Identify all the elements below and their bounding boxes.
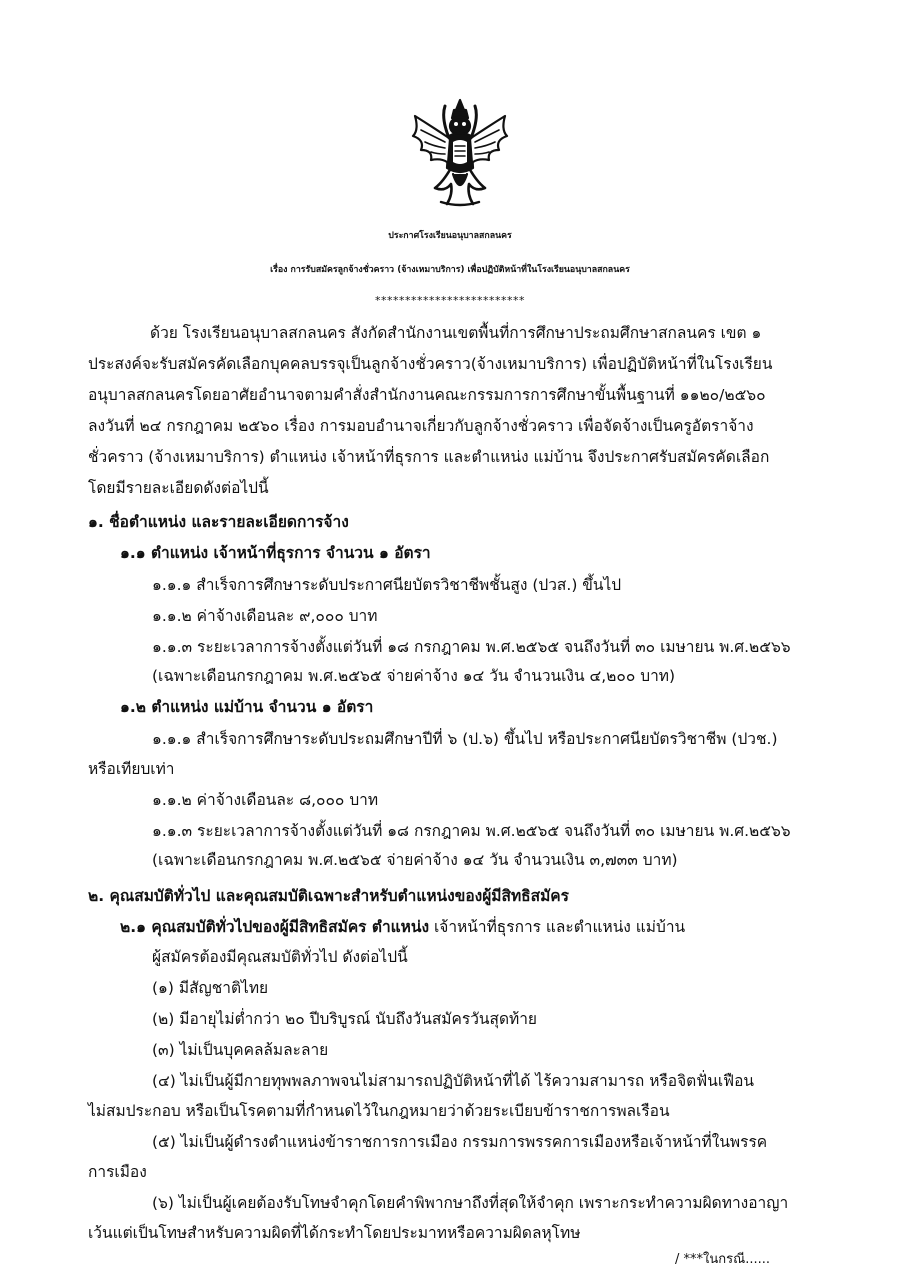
intro-line: ลงวันที่ ๒๔ กรกฎาคม ๒๕๖๐ เรื่อง การมอบอำนาจเกี่ยวกับลูกจ้างชั่วคราว เพื่อจัดจ้างเป็นครูอัตราจ้าง (88, 417, 754, 435)
announcement-title: ประกาศโรงเรียนอนุบาลสกลนคร (388, 231, 512, 241)
qualification-item: (๕) ไม่เป็นผู้ดำรงตำแหน่งข้าราชการการเมือง กรรมการพรรคการเมืองหรือเจ้าหน้าที่ในพรรค (152, 1133, 768, 1151)
intro-line: ประสงค์จะรับสมัครคัดเลือกบุคคลบรรจุเป็นลูกจ้างชั่วคราว(จ้างเหมาบริการ) เพื่อปฏิบัติหน้าที่ในโรงเรียน (88, 355, 773, 373)
position-2-item: ๑.๑.๓ ระยะเวลาการจ้างตั้งแต่วันที่ ๑๘ กรกฎาคม พ.ศ.๒๕๖๕ จนถึงวันที่ ๓๐ เมษายน พ.ศ.๒๕๖๖ (152, 822, 791, 840)
position-1-item: ๑.๑.๑ สำเร็จการศึกษาระดับประกาศนียบัตรวิชาชีพชั้นสูง (ปวส.) ขึ้นไป (152, 576, 622, 594)
position-2-item: ๑.๑.๒ ค่าจ้างเดือนละ ๘,๐๐๐ บาท (152, 791, 379, 809)
qualification-subheading (120, 914, 685, 939)
section-2-heading: ๒. คุณสมบัติทั่วไป และคุณสมบัติเฉพาะสำหรับตำแหน่งของผู้มีสิทธิสมัคร (88, 887, 569, 905)
intro-line: ด้วย โรงเรียนอนุบาลสกลนคร สังกัดสำนักงานเขตพื้นที่การศึกษาประถมศึกษาสกลนคร เขต ๑ (150, 324, 762, 342)
position-2-item: ๑.๑.๑ สำเร็จการศึกษาระดับประถมศึกษาปีที่ ๖ (ป.๖) ขึ้นไป หรือประกาศนียบัตรวิชาชีพ (ปวช.) (152, 730, 778, 748)
qualification-item: เว้นแต่เป็นโทษสำหรับความผิดที่ได้กระทำโดยประมาทหรือความผิดลหุโทษ (88, 1224, 581, 1242)
qualification-subheading-rest: เจ้าหน้าที่ธุรการ และตำแหน่ง แม่บ้าน (429, 918, 686, 936)
qualification-item: (๑) มีสัญชาติไทย (152, 979, 269, 997)
intro-line: อนุบาลสกลนครโดยอาศัยอำนาจตามคำสั่งสำนักงานคณะกรรมการการศึกษาขั้นพื้นฐานที่ ๑๑๒๐/๒๕๖๐ (88, 386, 766, 404)
position-1-item: (เฉพาะเดือนกรกฎาคม พ.ศ.๒๕๖๕ จ่ายค่าจ้าง ๑๔ วัน จำนวนเงิน ๔,๒๐๐ บาท) (152, 667, 676, 685)
qualification-item: การเมือง (88, 1163, 147, 1181)
garuda-emblem-icon (405, 96, 515, 210)
qualification-item: (๔) ไม่เป็นผู้มีกายทุพพลภาพจนไม่สามารถปฏิบัติหน้าที่ได้ ไร้ความสามารถ หรือจิตฟั่นเฟือน (152, 1072, 754, 1090)
position-2-item: (เฉพาะเดือนกรกฎาคม พ.ศ.๒๕๖๕ จ่ายค่าจ้าง ๑๔ วัน จำนวนเงิน ๓,๗๓๓ บาท) (152, 851, 678, 869)
qualification-lead: ผู้สมัครต้องมีคุณสมบัติทั่วไป ดังต่อไปนี้ (152, 948, 408, 966)
qualification-subheading-bold: ๒.๑ คุณสมบัติทั่วไปของผู้มีสิทธิสมัคร ตำแหน่ง (120, 918, 430, 936)
position-2-item: หรือเทียบเท่า (88, 760, 175, 778)
continuation-note: / ***ในกรณี...... (675, 1252, 770, 1267)
qualification-item: (๖) ไม่เป็นผู้เคยต้องรับโทษจำคุกโดยคำพิพากษาถึงที่สุดให้จำคุก เพราะกระทำความผิดทางอาญา (152, 1194, 789, 1212)
qualification-item: (๓) ไม่เป็นบุคคลล้มละลาย (152, 1041, 329, 1059)
position-1-item: ๑.๑.๓ ระยะเวลาการจ้างตั้งแต่วันที่ ๑๘ กรกฎาคม พ.ศ.๒๕๖๕ จนถึงวันที่ ๓๐ เมษายน พ.ศ.๒๕๖๖ (152, 638, 791, 656)
qualification-item: ไม่สมประกอบ หรือเป็นโรคตามที่กำหนดไว้ในกฎหมายว่าด้วยระเบียบข้าราชการพลเรือน (88, 1102, 670, 1120)
announcement-subject: เรื่อง การรับสมัครลูกจ้างชั่วคราว (จ้างเหมาบริการ) เพื่อปฏิบัติหน้าที่ในโรงเรียนอนุบาลสกลนคร (270, 265, 630, 275)
position-1-heading: ๑.๑ ตำแหน่ง เจ้าหน้าที่ธุรการ จำนวน ๑ อัตรา (120, 544, 431, 562)
section-1-heading: ๑. ชื่อตำแหน่ง และรายละเอียดการจ้าง (88, 513, 349, 531)
intro-line: โดยมีรายละเอียดดังต่อไปนี้ (88, 479, 269, 497)
intro-line: ชั่วคราว (จ้างเหมาบริการ) ตำแหน่ง เจ้าหน้าที่ธุรการ และตำแหน่ง แม่บ้าน จึงประกาศรับสมัครคัดเลือก (88, 448, 770, 466)
separator-stars: ************************* (375, 294, 525, 307)
qualification-item: (๒) มีอายุไม่ต่ำกว่า ๒๐ ปีบริบูรณ์ นับถึงวันสมัครวันสุดท้าย (152, 1010, 538, 1028)
position-1-item: ๑.๑.๒ ค่าจ้างเดือนละ ๙,๐๐๐ บาท (152, 607, 378, 625)
position-2-heading: ๑.๒ ตำแหน่ง แม่บ้าน จำนวน ๑ อัตรา (120, 698, 374, 716)
